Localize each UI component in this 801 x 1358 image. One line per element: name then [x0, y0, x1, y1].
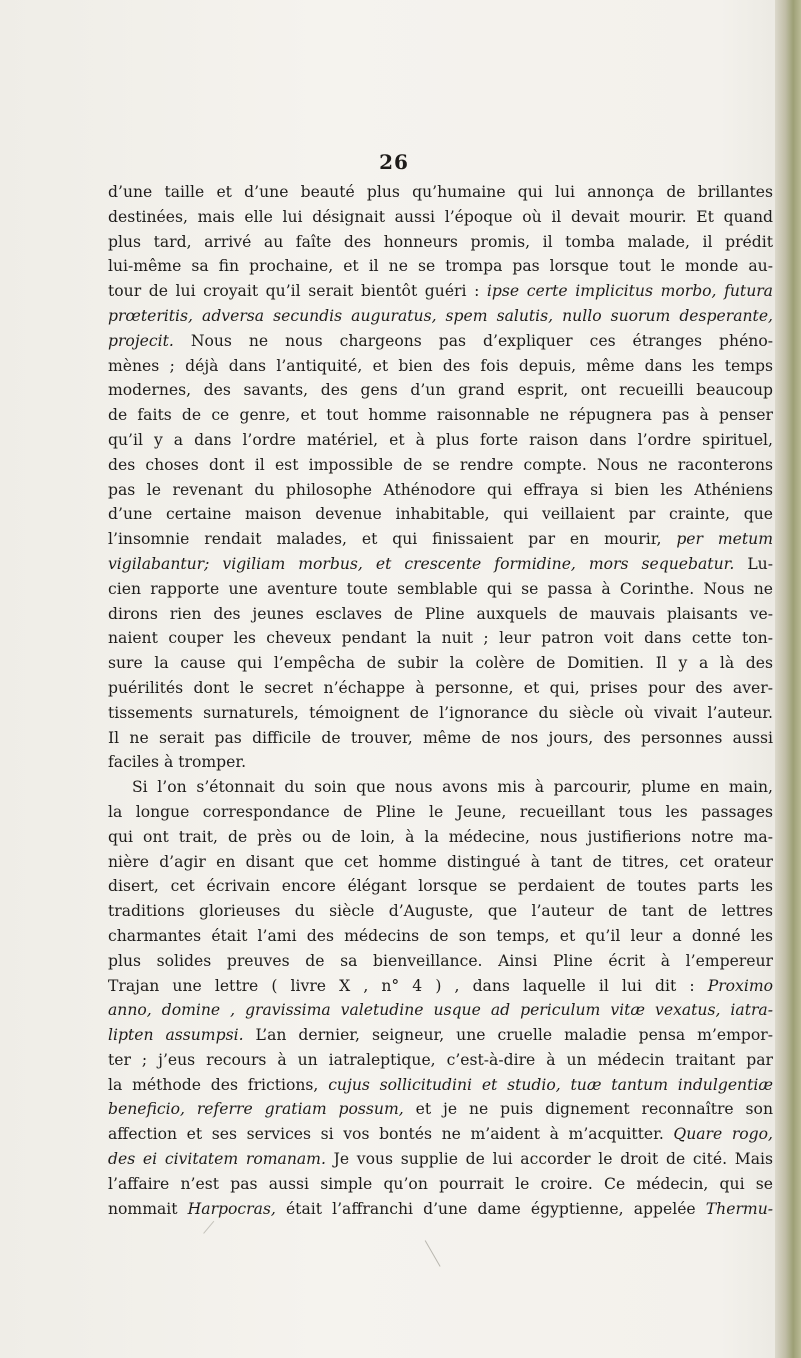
text-line: beneficio, referre gratiam possum, et je ne puis dignement reconnaître son: [108, 1100, 773, 1119]
text-line: charmantes était l’ami des médecins de son temps, et qu’il leur a donné les: [108, 926, 773, 945]
text-line: Trajan une lettre ( livre X , n° 4 ) , dans laquelle il lui dit : Proximo: [108, 976, 773, 995]
text-line: la méthode des frictions, cujus sollicitudini et studio, tuæ tantum indulgentiæ: [108, 1075, 774, 1094]
text-line: destinées, mais elle lui désignait aussi l’époque où il devait mourir. Et quand: [108, 207, 773, 226]
text-line: d’une certaine maison devenue inhabitable, qui veillaient par crainte, que: [108, 505, 773, 524]
text-line: cien rapporte une aventure toute semblable qui se passa à Corinthe. Nous ne: [108, 579, 773, 598]
body-text: [108, 180, 773, 1221]
binding-edge: [775, 0, 801, 1358]
text-line: naient couper les cheveux pendant la nuit ; leur patron voit dans cette ton-: [108, 629, 773, 648]
text-line: plus solides preuves de sa bienveillance. Ainsi Pline écrit à l’empereur: [108, 951, 773, 970]
text-line: vigilabantur; vigiliam morbus, et crescente formidine, mors sequebatur. Lu-: [108, 554, 773, 573]
text-line: nommait Harpocras, était l’affranchi d’une dame égyptienne, appelée Thermu-: [108, 1199, 774, 1218]
text-line: projecit. Nous ne nous chargeons pas d’expliquer ces étranges phéno-: [108, 331, 773, 350]
text-line: plus tard, arrivé au faîte des honneurs promis, il tomba malade, il prédit: [108, 232, 773, 251]
text-line: tour de lui croyait qu’il serait bientôt guéri : ipse certe implicitus morbo, futura: [108, 282, 773, 301]
text-line: d’une taille et d’une beauté plus qu’humaine qui lui annonça de brillantes: [108, 183, 773, 201]
text-line: affection et ses services si vos bontés ne m’aident à m’acquitter. Quare rogo,: [108, 1125, 773, 1144]
text-line: puérilités dont le secret n’échappe à personne, et qui, prises pour des aver-: [108, 678, 773, 697]
text-line: de faits de ce genre, et tout homme raisonnable ne répugnera pas à penser: [108, 406, 773, 425]
text-line: Si l’on s’étonnait du soin que nous avons mis à parcourir, plume en main,: [132, 778, 773, 797]
text-line: la longue correspondance de Pline le Jeune, recueillant tous les passages: [108, 802, 773, 821]
text-line: l’insomnie rendait malades, et qui finissaient par en mourir, per metum: [108, 530, 773, 549]
text-line: Il ne serait pas difficile de trouver, même de nos jours, des personnes aussi: [108, 728, 773, 747]
text-line: prœteritis, adversa secundis auguratus, spem salutis, nullo suorum desperante,: [108, 306, 773, 325]
page-number: 26: [379, 150, 409, 174]
text-line: tissements surnaturels, témoignent de l’ignorance du siècle où vivait l’auteur.: [108, 703, 773, 722]
text-line: disert, cet écrivain encore élégant lorsque se perdaient de toutes parts les: [108, 877, 773, 896]
text-line: lui-même sa fin prochaine, et il ne se trompa pas lorsque tout le monde au-: [108, 257, 773, 276]
text-line: pas le revenant du philosophe Athénodore qui effraya si bien les Athéniens: [108, 480, 773, 499]
text-line: traditions glorieuses du siècle d’Auguste, que l’auteur de tant de lettres: [108, 902, 773, 921]
text-line: l’affaire n’est pas aussi simple qu’on pourrait le croire. Ce médecin, qui se: [108, 1174, 773, 1193]
text-line: sure la cause qui l’empêcha de subir la colère de Domitien. Il y a là des: [108, 654, 773, 673]
text-line: lipten assumpsi. L’an dernier, seigneur, une cruelle maladie pensa m’empor-: [108, 1026, 773, 1045]
text-line: nière d’agir en disant que cet homme distingué à tant de titres, cet orateur: [108, 852, 773, 871]
paper-mark: [425, 1239, 443, 1266]
text-line: faciles à tromper.: [108, 753, 247, 772]
text-line: anno, domine , gravissima valetudine usque ad periculum vitæ vexatus, iatra-: [108, 1001, 773, 1020]
text-line: des choses dont il est impossible de se rendre compte. Nous ne raconterons: [108, 455, 773, 474]
text-line: qui ont trait, de près ou de loin, à la médecine, nous justifierions notre ma-: [108, 827, 773, 846]
text-line: modernes, des savants, des gens d’un grand esprit, ont recueilli beaucoup: [108, 381, 773, 400]
text-line: dirons rien des jeunes esclaves de Pline auxquels de mauvais plaisants ve-: [108, 604, 773, 623]
text-line: des ei civitatem romanam. Je vous supplie de lui accorder le droit de cité. Mais: [108, 1150, 774, 1169]
paper-mark: [203, 1221, 216, 1235]
text-line: qu’il y a dans l’ordre matériel, et à plus forte raison dans l’ordre spirituel,: [108, 430, 773, 449]
text-line: ter ; j’eus recours à un iatraleptique, c’est-à-dire à un médecin traitant par: [108, 1050, 773, 1069]
text-line: mènes ; déjà dans l’antiquité, et bien des fois depuis, même dans les temps: [108, 356, 773, 375]
